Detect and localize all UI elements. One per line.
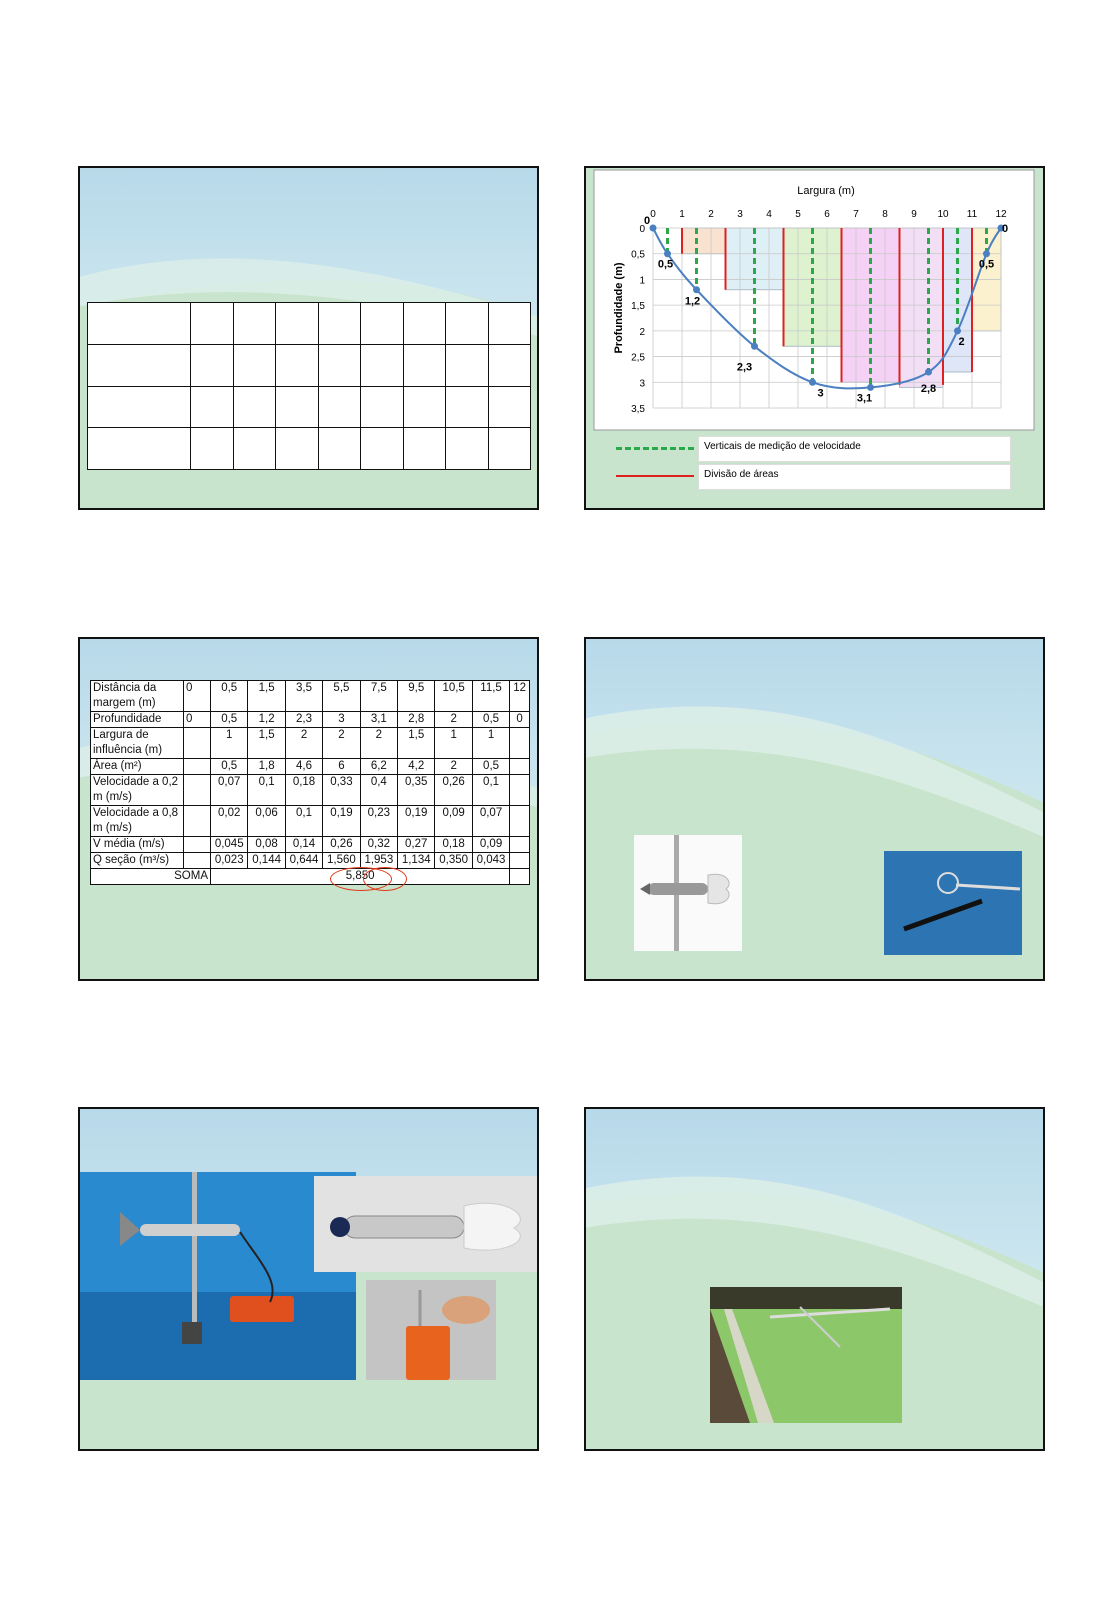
table-cell: 0,045	[211, 837, 248, 853]
table-cell: 0,26	[435, 775, 472, 806]
y-tick-label: 0,5	[631, 249, 645, 261]
row-label: Velocidade a 0,2 m (m/s)	[91, 775, 184, 806]
point-label: 2,8	[920, 383, 937, 395]
chart-legend	[586, 426, 1045, 510]
table-cell: 1,953	[360, 853, 397, 869]
table-cell: 0	[184, 681, 211, 712]
table-cell: 7,5	[360, 681, 397, 712]
table-cell: 2,3	[285, 712, 322, 728]
table-cell: 2	[285, 728, 322, 759]
table-cell: 2,8	[398, 712, 435, 728]
table-cell: 4,6	[285, 759, 322, 775]
table-cell: 0,18	[435, 837, 472, 853]
table-cell: 0	[184, 712, 211, 728]
table-cell: 12	[510, 681, 530, 712]
meter-probe-photo	[314, 1176, 538, 1272]
table-cell: 2	[323, 728, 360, 759]
row-label: V média (m/s)	[91, 837, 184, 853]
x-tick-label: 4	[766, 209, 772, 220]
table-cell: 9,5	[398, 681, 435, 712]
slide-cross-section-chart	[584, 166, 1045, 510]
data-point	[983, 250, 990, 257]
table-cell: 0,07	[211, 775, 248, 806]
x-tick-label: 3	[737, 209, 743, 220]
table-cell	[510, 775, 530, 806]
table-cell: 0,1	[248, 775, 285, 806]
y-tick-label: 1,5	[631, 301, 645, 313]
x-tick-label: 7	[853, 209, 859, 220]
table-cell: 0,4	[360, 775, 397, 806]
point-label: 0,5	[657, 258, 674, 271]
table-cell: 1,5	[248, 681, 285, 712]
legend-verticals-text: Verticais de medição de velocidade	[704, 441, 861, 452]
area-segment	[682, 228, 726, 254]
table-cell: 0,5	[472, 712, 509, 728]
table-row	[91, 681, 530, 712]
table-cell: 0,27	[398, 837, 435, 853]
data-point	[751, 343, 758, 350]
table-cell: 10,5	[435, 681, 472, 712]
table-cell: 3	[323, 712, 360, 728]
x-tick-label: 2	[708, 209, 714, 220]
x-tick-label: 12	[995, 209, 1007, 220]
table-cell: 0,35	[398, 775, 435, 806]
table-cell: 0,5	[211, 712, 248, 728]
table-cell: 2	[435, 759, 472, 775]
table-cell	[510, 759, 530, 775]
table-cell: 2	[360, 728, 397, 759]
table-cell: 0,1	[285, 806, 322, 837]
x-tick-label: 11	[966, 209, 978, 220]
table-cell: 1,2	[248, 712, 285, 728]
table-cell: 0,5	[211, 759, 248, 775]
table-cell: 3,1	[360, 712, 397, 728]
table-cell: 2	[435, 712, 472, 728]
table-cell	[510, 837, 530, 853]
row-label: Profundidade	[91, 712, 184, 728]
table-cell: 0,19	[323, 806, 360, 837]
y-axis-label: Profundidade (m)	[613, 262, 625, 354]
empty-grid-table	[87, 302, 531, 470]
table-row	[91, 759, 530, 775]
row-label: Distância da margem (m)	[91, 681, 184, 712]
table-row	[91, 837, 530, 853]
table-cell: 0,09	[435, 806, 472, 837]
point-label: 0	[1001, 223, 1009, 235]
table-cell: 0,06	[248, 806, 285, 837]
area-segment	[900, 228, 944, 387]
x-tick-label: 9	[911, 209, 917, 220]
table-cell: 5,5	[323, 681, 360, 712]
table-cell: 0,350	[435, 853, 472, 869]
table-cell: 0,26	[323, 837, 360, 853]
table-cell: 3,5	[285, 681, 322, 712]
point-label: 2	[958, 335, 965, 348]
table-cell: 1	[435, 728, 472, 759]
table-cell: 0,23	[360, 806, 397, 837]
point-label: 3,1	[856, 392, 873, 405]
row-label: Q seção (m³/s)	[91, 853, 184, 869]
table-cell: 11,5	[472, 681, 509, 712]
table-cell	[184, 759, 211, 775]
table-cell: 0,043	[472, 853, 509, 869]
table-cell: 0,08	[248, 837, 285, 853]
y-tick-label: 3	[639, 378, 645, 390]
point-label: 0	[643, 215, 651, 227]
row-label: Largura de influência (m)	[91, 728, 184, 759]
slide-flume	[584, 1107, 1045, 1451]
table-cell: 0,5	[211, 681, 248, 712]
table-cell	[510, 728, 530, 759]
highlight-circle	[363, 867, 407, 891]
table-cell	[510, 806, 530, 837]
table-cell: 1	[472, 728, 509, 759]
table-cell: 0,07	[472, 806, 509, 837]
legend-vertical-line	[616, 447, 694, 450]
point-label: 2,3	[736, 361, 753, 374]
table-cell: 0,14	[285, 837, 322, 853]
table-cell	[184, 853, 211, 869]
x-tick-label: 10	[937, 209, 949, 220]
flume-channel-photo	[710, 1287, 902, 1423]
table-cell: 1,560	[323, 853, 360, 869]
point-label: 1,2	[684, 295, 701, 308]
table-cell	[184, 806, 211, 837]
discharge-table	[90, 680, 530, 885]
data-point	[925, 369, 932, 376]
sum-label: SOMA	[91, 869, 211, 885]
table-cell: 1	[211, 728, 248, 759]
y-tick-label: 3,5	[631, 404, 645, 415]
table-cell: 1,134	[398, 853, 435, 869]
table-row	[91, 728, 530, 759]
data-point	[693, 286, 700, 293]
chart-title: Largura (m)	[797, 185, 855, 197]
x-tick-label: 1	[679, 209, 685, 220]
data-point	[954, 327, 961, 334]
table-cell: 0,18	[285, 775, 322, 806]
table-cell: 1,5	[248, 728, 285, 759]
table-cell: 0,5	[472, 759, 509, 775]
row-label: Velocidade a 0,8 m (m/s)	[91, 806, 184, 837]
table-row	[91, 853, 530, 869]
x-tick-label: 8	[882, 209, 888, 220]
x-tick-label: 0	[650, 209, 656, 220]
table-row	[91, 806, 530, 837]
table-cell	[184, 837, 211, 853]
table-cell: 0,1	[472, 775, 509, 806]
field-meter-photo	[366, 1280, 496, 1380]
data-point	[867, 384, 874, 391]
slide-meter-equipment	[78, 1107, 539, 1451]
slide-empty-table	[78, 166, 539, 510]
legend-divisions-text: Divisão de áreas	[704, 469, 779, 480]
table-cell: 0,09	[472, 837, 509, 853]
table-cell: 0,02	[211, 806, 248, 837]
table-cell	[184, 775, 211, 806]
table-cell: 0,144	[248, 853, 285, 869]
table-cell	[184, 728, 211, 759]
table-cell: 0,644	[285, 853, 322, 869]
table-row-sum	[91, 869, 530, 885]
legend-division-line	[616, 475, 694, 477]
table-cell: 0,023	[211, 853, 248, 869]
row-label: Área (m²)	[91, 759, 184, 775]
table-cell: 0,33	[323, 775, 360, 806]
data-point	[664, 250, 671, 257]
table-row	[91, 775, 530, 806]
table-cell: 1,5	[398, 728, 435, 759]
data-point	[809, 379, 816, 386]
point-label: 0,5	[978, 258, 995, 271]
table-cell: 0,32	[360, 837, 397, 853]
table-cell	[510, 853, 530, 869]
table-cell: 0	[510, 712, 530, 728]
data-point	[650, 225, 657, 232]
table-cell: 0,19	[398, 806, 435, 837]
x-tick-label: 6	[824, 209, 830, 220]
mini-propeller-photo	[884, 851, 1022, 955]
y-tick-label: 2,5	[631, 352, 645, 364]
point-label: 3	[817, 387, 824, 400]
slide-current-meters	[584, 637, 1045, 981]
table-row	[91, 712, 530, 728]
table-cell: 6	[323, 759, 360, 775]
y-tick-label: 0	[639, 224, 645, 235]
x-tick-label: 5	[795, 209, 801, 220]
table-cell: 6,2	[360, 759, 397, 775]
y-tick-label: 2	[639, 326, 645, 338]
slide-data-table	[78, 637, 539, 981]
table-cell: 4,2	[398, 759, 435, 775]
propeller-meter-photo	[634, 835, 742, 951]
y-tick-label: 1	[639, 275, 645, 287]
sum-value: 5,850	[211, 869, 510, 885]
table-cell: 1,8	[248, 759, 285, 775]
